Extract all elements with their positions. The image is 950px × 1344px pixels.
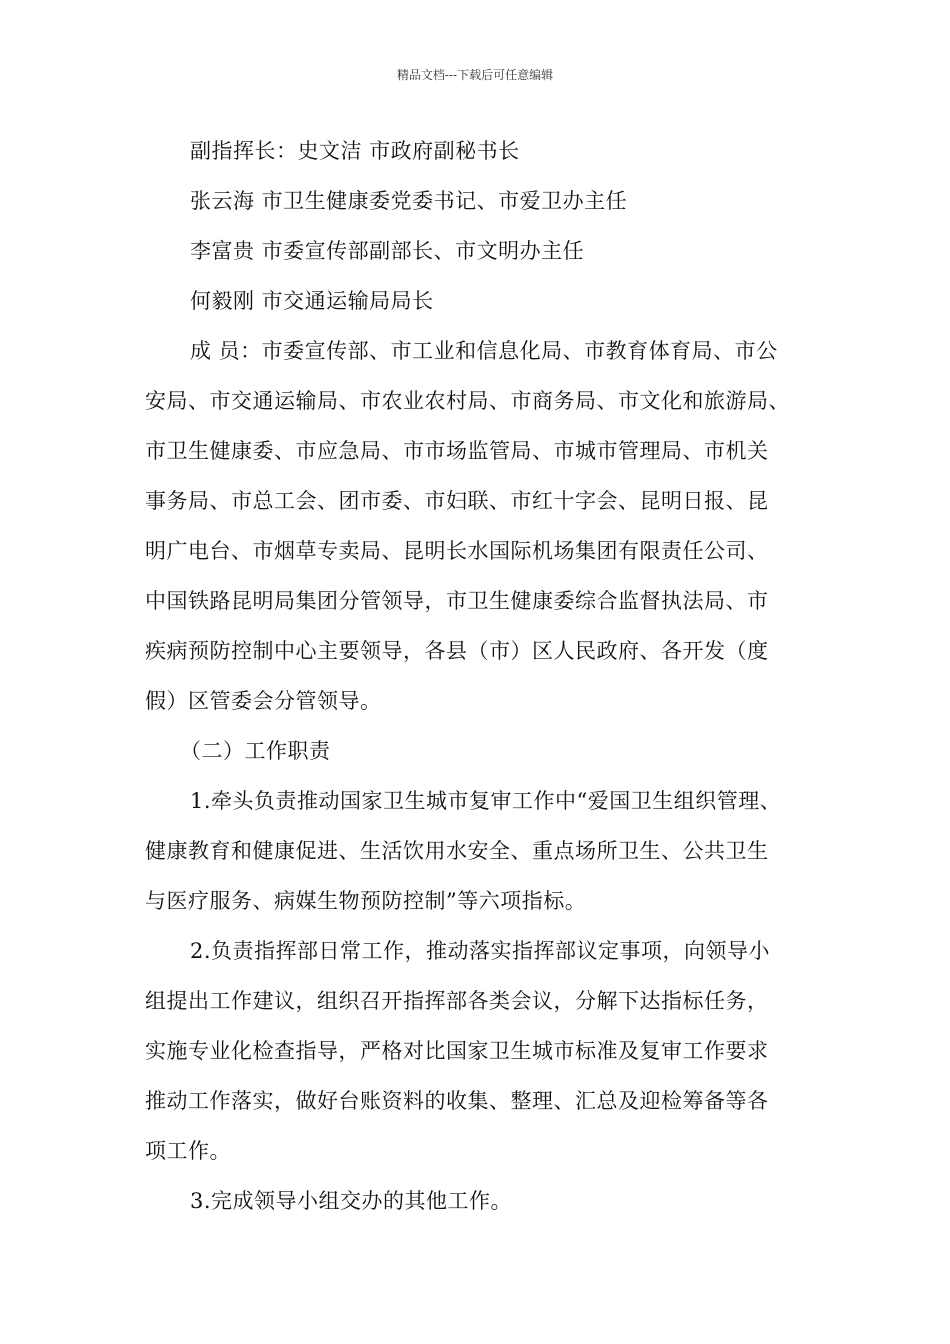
duty-item-1-line: 与医疗服务、病媒生物预防控制”等六项指标。: [145, 889, 587, 913]
members-paragraph-line: 疾病预防控制中心主要领导，各县（市）区人民政府、各开发（度: [145, 639, 769, 663]
members-paragraph-line: 成 员：市委宣传部、市工业和信息化局、市教育体育局、市公: [190, 339, 778, 363]
members-paragraph-line: 假）区管委会分管领导。: [145, 689, 382, 713]
members-paragraph-line: 明广电台、市烟草专卖局、昆明长水国际机场集团有限责任公司、: [145, 539, 769, 563]
duty-item-2-line: 组提出工作建议，组织召开指挥部各类会议，分解下达指标任务，: [145, 989, 769, 1013]
member-line-he: 何毅刚 市交通运输局局长: [190, 289, 434, 313]
member-line-li: 李富贵 市委宣传部副部长、市文明办主任: [190, 239, 585, 263]
members-paragraph-line: 事务局、市总工会、团市委、市妇联、市红十字会、昆明日报、昆: [145, 489, 769, 513]
members-paragraph-line: 中国铁路昆明局集团分管领导，市卫生健康委综合监督执法局、市: [145, 589, 769, 613]
members-paragraph-line: 市卫生健康委、市应急局、市市场监管局、市城市管理局、市机关: [145, 439, 769, 463]
duty-item-3-line: 3.完成领导小组交办的其他工作。: [190, 1189, 513, 1213]
page-header: 精品文档---下载后可任意编辑: [396, 68, 554, 82]
duty-item-2-line: 实施专业化检查指导，严格对比国家卫生城市标准及复审工作要求: [145, 1039, 769, 1063]
section-heading: （二）工作职责: [180, 739, 331, 763]
deputy-commander-line: 副指挥长：史文洁 市政府副秘书长: [190, 139, 520, 163]
duty-item-2-line: 推动工作落实，做好台账资料的收集、整理、汇总及迎检筹备等各: [145, 1089, 769, 1113]
members-paragraph-line: 安局、市交通运输局、市农业农村局、市商务局、市文化和旅游局、: [145, 389, 790, 413]
duty-item-2-line: 2.负责指挥部日常工作，推动落实指挥部议定事项，向领导小: [190, 939, 771, 963]
duty-item-2-line: 项工作。: [145, 1139, 231, 1163]
duty-item-1-line: 健康教育和健康促进、生活饮用水安全、重点场所卫生、公共卫生: [145, 839, 769, 863]
duty-item-1-line: 1.牵头负责推动国家卫生城市复审工作中“爱国卫生组织管理、: [190, 789, 782, 813]
member-line-zhang: 张云海 市卫生健康委党委书记、市爱卫办主任: [190, 189, 628, 213]
